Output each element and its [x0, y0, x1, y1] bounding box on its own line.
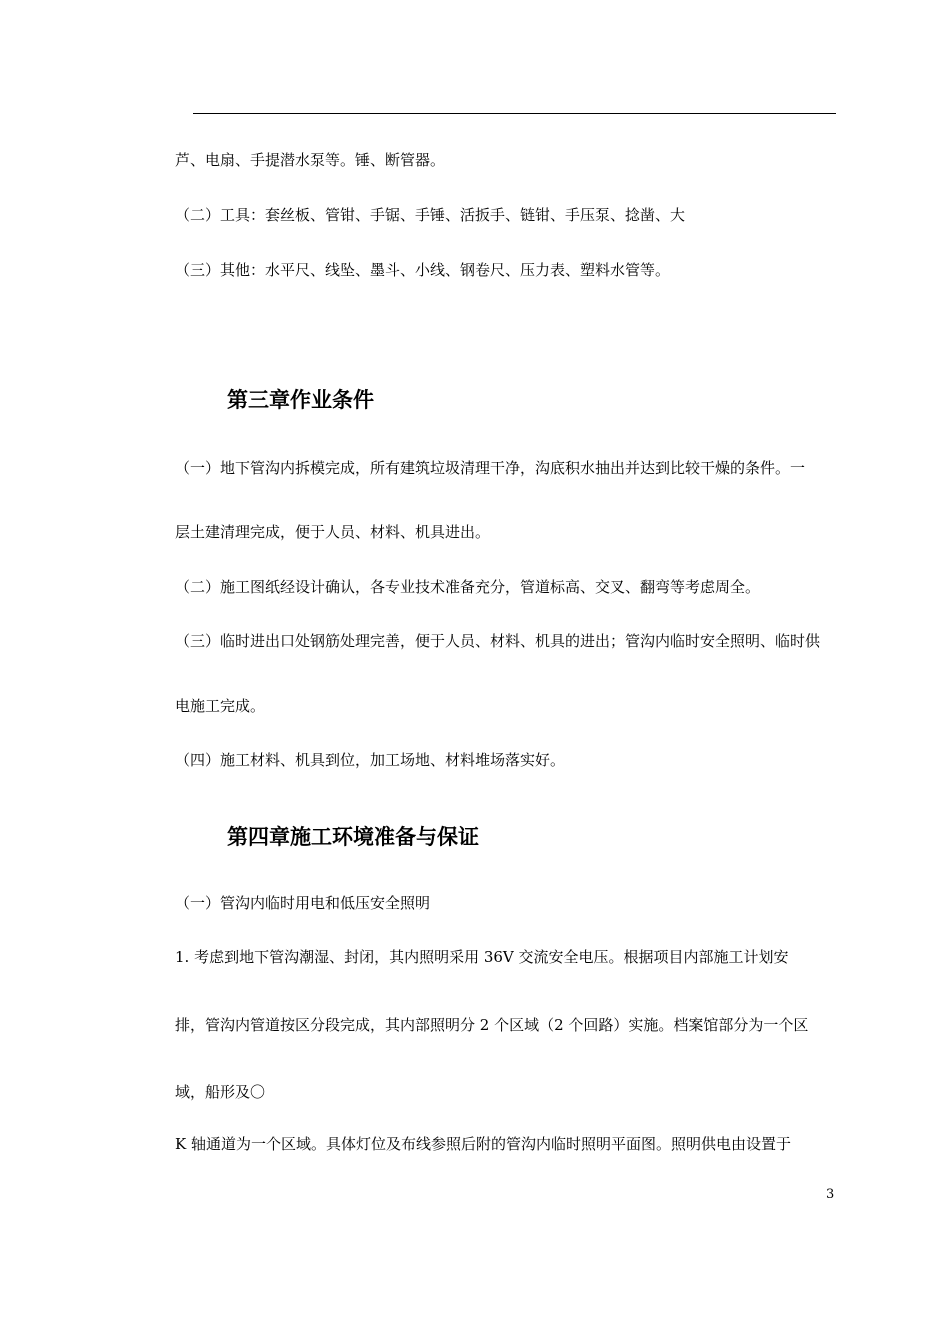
text-line: （四）施工材料、机具到位，加工场地、材料堆场落实好。	[175, 751, 566, 769]
chapter-4-title: 第四章施工环境准备与保证	[227, 824, 479, 849]
chapter-3-title: 第三章作业条件	[227, 387, 374, 412]
header-rule	[193, 113, 836, 114]
text-line: （三）其他：水平尺、线坠、墨斗、小线、钢卷尺、压力表、塑料水管等。	[175, 261, 671, 279]
text-line: 层土建清理完成，便于人员、材料、机具进出。	[175, 523, 491, 541]
text-line: （二）施工图纸经设计确认，各专业技术准备充分，管道标高、交叉、翻弯等考虑周全。	[175, 578, 761, 596]
text-line: 排，管沟内管道按区分段完成，其内部照明分 2 个区域（2 个回路）实施。档案馆部分为一个区	[175, 1016, 809, 1034]
text-line: 芦、电扇、手提潜水泵等。锤、断管器。	[175, 151, 446, 169]
text-line: （一）管沟内临时用电和低压安全照明	[175, 894, 431, 912]
text-line: （三）临时进出口处钢筋处理完善，便于人员、材料、机具的进出；管沟内临时安全照明、临时供	[175, 632, 821, 650]
page-number: 3	[826, 1187, 835, 1202]
text-line: （一）地下管沟内拆模完成，所有建筑垃圾清理干净，沟底积水抽出并达到比较干燥的条件。一	[175, 459, 806, 477]
text-line: 电施工完成。	[175, 697, 266, 715]
text-line: 域，船形及〇	[175, 1083, 266, 1101]
text-line: 1. 考虑到地下管沟潮湿、封闭，其内照明采用 36V 交流安全电压。根据项目内部施工计划安	[175, 948, 789, 966]
text-line: K 轴通道为一个区域。具体灯位及布线参照后附的管沟内临时照明平面图。照明供电由设置于	[175, 1135, 791, 1153]
text-line: （二）工具：套丝板、管钳、手锯、手锤、活扳手、链钳、手压泵、捻凿、大	[175, 206, 686, 224]
